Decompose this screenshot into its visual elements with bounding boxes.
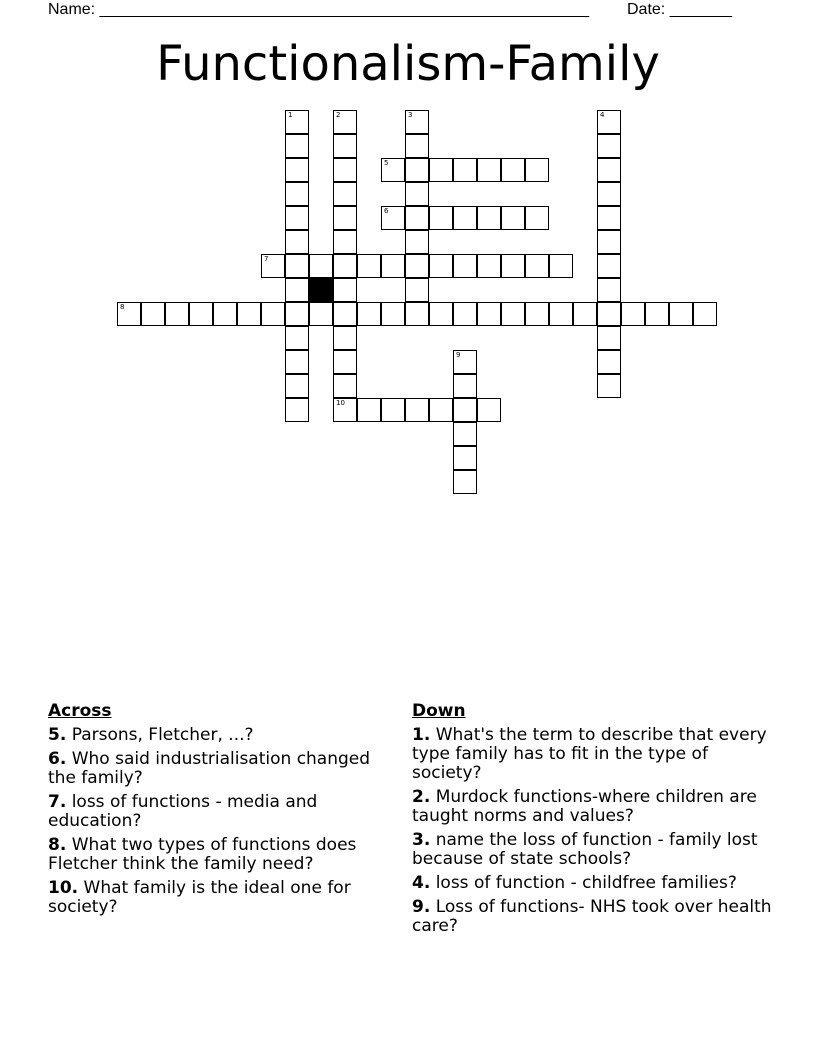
grid-cell[interactable] bbox=[597, 374, 621, 398]
grid-cell[interactable] bbox=[357, 302, 381, 326]
clue-text: What family is the ideal one for society? bbox=[48, 878, 351, 917]
clue-text: Loss of functions- NHS took over health care? bbox=[412, 897, 772, 936]
clue-number: 3. bbox=[412, 830, 431, 850]
name-field[interactable]: Name: _______________________________________________________ bbox=[48, 1, 589, 18]
grid-cell[interactable] bbox=[405, 206, 429, 230]
grid-cell[interactable] bbox=[333, 302, 357, 326]
grid-cell[interactable] bbox=[501, 158, 525, 182]
down-clue bbox=[412, 898, 772, 936]
grid-cell[interactable] bbox=[525, 206, 549, 230]
grid-cell[interactable] bbox=[333, 230, 357, 254]
grid-cell[interactable] bbox=[309, 302, 333, 326]
grid-cell[interactable] bbox=[285, 110, 309, 134]
crossword-grid bbox=[0, 0, 816, 520]
clue-text: loss of functions - media and education? bbox=[48, 792, 318, 831]
grid-cell[interactable] bbox=[405, 134, 429, 158]
grid-cell[interactable] bbox=[261, 302, 285, 326]
across-heading: Across bbox=[48, 701, 112, 721]
grid-cell[interactable] bbox=[597, 158, 621, 182]
clue-text: What's the term to describe that every type family has to fit in the type of society? bbox=[412, 725, 767, 783]
grid-cell[interactable] bbox=[285, 350, 309, 374]
clue-text: name the loss of function - family lost because of state schools? bbox=[412, 830, 758, 869]
grid-cell[interactable] bbox=[597, 110, 621, 134]
grid-cell[interactable] bbox=[501, 254, 525, 278]
grid-cell[interactable] bbox=[453, 302, 477, 326]
grid-cell[interactable] bbox=[429, 206, 453, 230]
grid-cell[interactable] bbox=[597, 278, 621, 302]
grid-cell[interactable] bbox=[333, 206, 357, 230]
grid-cell[interactable] bbox=[261, 254, 285, 278]
grid-cell[interactable] bbox=[357, 254, 381, 278]
across-clue bbox=[48, 793, 393, 831]
cell-number: 5 bbox=[384, 159, 389, 167]
grid-cell[interactable] bbox=[405, 254, 429, 278]
clue-number: 1. bbox=[412, 725, 431, 745]
grid-cell[interactable] bbox=[285, 254, 309, 278]
down-clue bbox=[412, 726, 772, 783]
grid-cell[interactable] bbox=[477, 158, 501, 182]
grid-cell[interactable] bbox=[453, 446, 477, 470]
clue-number: 9. bbox=[412, 897, 431, 917]
grid-cell[interactable] bbox=[501, 206, 525, 230]
clue-number: 8. bbox=[48, 835, 67, 855]
clue-number: 10. bbox=[48, 878, 79, 898]
grid-cell[interactable] bbox=[525, 158, 549, 182]
cell-number: 9 bbox=[456, 351, 461, 359]
grid-cell[interactable] bbox=[237, 302, 261, 326]
grid-cell[interactable] bbox=[429, 254, 453, 278]
grid-cell[interactable] bbox=[645, 302, 669, 326]
grid-cell[interactable] bbox=[333, 374, 357, 398]
cell-number: 2 bbox=[336, 111, 341, 119]
grid-cell[interactable] bbox=[213, 302, 237, 326]
grid-cell[interactable] bbox=[621, 302, 645, 326]
grid-cell[interactable] bbox=[285, 278, 309, 302]
grid-cell[interactable] bbox=[453, 350, 477, 374]
grid-cell[interactable] bbox=[693, 302, 717, 326]
grid-cell[interactable] bbox=[597, 134, 621, 158]
clue-number: 7. bbox=[48, 792, 67, 812]
grid-cell[interactable] bbox=[285, 326, 309, 350]
grid-cell[interactable] bbox=[285, 374, 309, 398]
clue-text: Who said industrialisation changed the family? bbox=[48, 749, 371, 788]
grid-cell[interactable] bbox=[285, 134, 309, 158]
grid-cell[interactable] bbox=[453, 158, 477, 182]
grid-cell[interactable] bbox=[597, 350, 621, 374]
clue-text: Murdock functions-where children are taught norms and values? bbox=[412, 787, 757, 826]
grid-cell[interactable] bbox=[453, 422, 477, 446]
grid-cell[interactable] bbox=[405, 158, 429, 182]
clue-text: Parsons, Fletcher, ...? bbox=[71, 725, 254, 745]
cell-number: 1 bbox=[288, 111, 293, 119]
grid-cell[interactable] bbox=[597, 254, 621, 278]
grid-cell[interactable] bbox=[405, 230, 429, 254]
grid-cell[interactable] bbox=[429, 398, 453, 422]
grid-cell[interactable] bbox=[405, 302, 429, 326]
grid-cell[interactable] bbox=[285, 206, 309, 230]
grid-cell[interactable] bbox=[381, 398, 405, 422]
grid-cell[interactable] bbox=[597, 182, 621, 206]
grid-cell[interactable] bbox=[453, 398, 477, 422]
grid-cell[interactable] bbox=[477, 206, 501, 230]
clue-number: 5. bbox=[48, 725, 67, 745]
clue-number: 4. bbox=[412, 873, 431, 893]
grid-cell[interactable] bbox=[429, 302, 453, 326]
grid-cell[interactable] bbox=[165, 302, 189, 326]
cell-number: 8 bbox=[120, 303, 125, 311]
grid-cell[interactable] bbox=[549, 302, 573, 326]
grid-cell[interactable] bbox=[381, 158, 405, 182]
across-clue bbox=[48, 726, 393, 745]
grid-cell[interactable] bbox=[525, 302, 549, 326]
grid-cell[interactable] bbox=[405, 278, 429, 302]
grid-cell[interactable] bbox=[381, 254, 405, 278]
grid-cell[interactable] bbox=[333, 398, 357, 422]
grid-cell[interactable] bbox=[405, 398, 429, 422]
grid-cell[interactable] bbox=[453, 254, 477, 278]
cell-number: 10 bbox=[336, 399, 345, 407]
grid-cell[interactable] bbox=[333, 182, 357, 206]
grid-cell[interactable] bbox=[597, 326, 621, 350]
across-clue bbox=[48, 879, 393, 917]
grid-cell[interactable] bbox=[285, 398, 309, 422]
grid-cell[interactable] bbox=[477, 398, 501, 422]
grid-cell[interactable] bbox=[117, 302, 141, 326]
grid-cell[interactable] bbox=[309, 254, 333, 278]
cell-number: 7 bbox=[264, 255, 269, 263]
cell-number: 3 bbox=[408, 111, 413, 119]
grid-cell[interactable] bbox=[597, 302, 621, 326]
grid-cell[interactable] bbox=[333, 110, 357, 134]
grid-cell[interactable] bbox=[333, 326, 357, 350]
grid-cell[interactable] bbox=[453, 374, 477, 398]
date-field[interactable]: Date: _______ bbox=[627, 1, 732, 18]
grid-cell[interactable] bbox=[333, 350, 357, 374]
down-heading: Down bbox=[412, 701, 466, 721]
grid-cell[interactable] bbox=[405, 110, 429, 134]
cell-number: 4 bbox=[600, 111, 605, 119]
across-clue bbox=[48, 750, 393, 788]
grid-cell[interactable] bbox=[429, 158, 453, 182]
grid-cell[interactable] bbox=[597, 230, 621, 254]
down-clue bbox=[412, 874, 772, 893]
grid-cell[interactable] bbox=[453, 206, 477, 230]
grid-cell[interactable] bbox=[477, 254, 501, 278]
grid-black-cell bbox=[309, 278, 333, 302]
grid-cell[interactable] bbox=[333, 134, 357, 158]
across-clue bbox=[48, 836, 393, 874]
grid-cell[interactable] bbox=[357, 398, 381, 422]
grid-cell[interactable] bbox=[285, 230, 309, 254]
clue-number: 2. bbox=[412, 787, 431, 807]
clue-text: What two types of functions does Fletcher think the family need? bbox=[48, 835, 357, 874]
grid-cell[interactable] bbox=[453, 470, 477, 494]
grid-cell[interactable] bbox=[285, 158, 309, 182]
page-title: Functionalism-Family bbox=[156, 36, 660, 92]
clue-text: loss of function - childfree families? bbox=[435, 873, 737, 893]
grid-cell[interactable] bbox=[333, 278, 357, 302]
grid-cell[interactable] bbox=[381, 302, 405, 326]
down-clues bbox=[412, 702, 772, 941]
grid-cell[interactable] bbox=[285, 182, 309, 206]
grid-cell[interactable] bbox=[525, 254, 549, 278]
clue-number: 6. bbox=[48, 749, 67, 769]
across-clues bbox=[48, 702, 393, 922]
grid-cell[interactable] bbox=[189, 302, 213, 326]
grid-cell[interactable] bbox=[141, 302, 165, 326]
grid-cell[interactable] bbox=[501, 302, 525, 326]
grid-cell[interactable] bbox=[381, 206, 405, 230]
cell-number: 6 bbox=[384, 207, 389, 215]
grid-cell[interactable] bbox=[477, 302, 501, 326]
grid-cell[interactable] bbox=[333, 254, 357, 278]
grid-cell[interactable] bbox=[669, 302, 693, 326]
grid-cell[interactable] bbox=[333, 158, 357, 182]
down-clue bbox=[412, 831, 772, 869]
grid-cell[interactable] bbox=[405, 182, 429, 206]
grid-cell[interactable] bbox=[597, 206, 621, 230]
grid-cell[interactable] bbox=[573, 302, 597, 326]
down-clue bbox=[412, 788, 772, 826]
grid-cell[interactable] bbox=[549, 254, 573, 278]
grid-cell[interactable] bbox=[285, 302, 309, 326]
